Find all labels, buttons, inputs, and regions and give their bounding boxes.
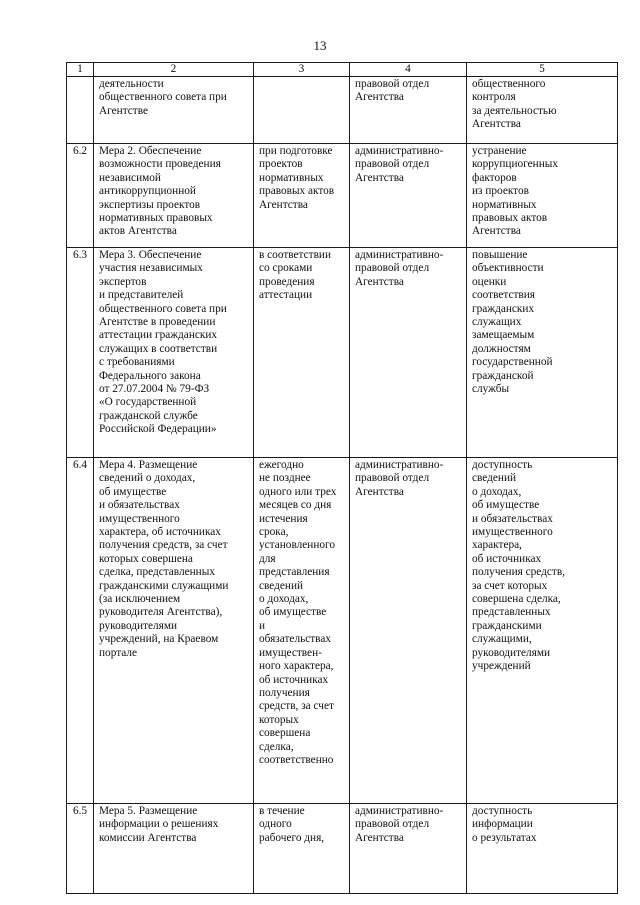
result-cell: доступность сведений о доходах, об имуществе и обязательствах имущественного характера, об источниках получения средств, за счет которых совершена сделка, представленных гражданскими служащими, руководителями учреждений bbox=[467, 458, 618, 804]
table-row bbox=[67, 77, 618, 144]
executor-cell: административно- правовой отдел Агентства bbox=[350, 458, 467, 804]
deadline-cell: ежегодно не позднее одного или трех месяцев со дня истечения срока, установленного для представления сведений о доходах, об имуществе и обязательствах имуществен- ного характера, об источниках получения средств, за счет которых совершена сделка, соответственно bbox=[254, 458, 350, 804]
column-header-5: 5 bbox=[467, 63, 618, 77]
column-header-4: 4 bbox=[350, 63, 467, 77]
row-number: 6.5 bbox=[67, 804, 94, 894]
result-cell: доступность информации о результатах bbox=[467, 804, 618, 894]
deadline-cell: при подготовке проектов нормативных правовых актов Агентства bbox=[254, 144, 350, 248]
column-header-2: 2 bbox=[94, 63, 254, 77]
table-row bbox=[67, 458, 618, 804]
row-number: 6.3 bbox=[67, 248, 94, 458]
executor-cell: административно- правовой отдел Агентства bbox=[350, 144, 467, 248]
row-number: 6.2 bbox=[67, 144, 94, 248]
table-row bbox=[67, 248, 618, 458]
measure-cell: Мера 5. Размещение информации о решениях комиссии Агентства bbox=[94, 804, 254, 894]
table-header-row bbox=[67, 63, 618, 77]
column-header-1: 1 bbox=[67, 63, 94, 77]
measure-cell: Мера 3. Обеспечение участия независимых экспертов и представителей общественного совета при Агентстве в проведении аттестации гражданских служащих в соответстви с требованиями Федерального закона от 27.07.2004 № 79-ФЗ «О государственной гражданской службе Российской Федерации» bbox=[94, 248, 254, 458]
table-row bbox=[67, 804, 618, 894]
table-row bbox=[67, 144, 618, 248]
column-header-3: 3 bbox=[254, 63, 350, 77]
executor-cell: административно- правовой отдел Агентства bbox=[350, 248, 467, 458]
executor-cell: административно- правовой отдел Агентства bbox=[350, 804, 467, 894]
row-number bbox=[67, 77, 94, 144]
executor-cell: правовой отдел Агентства bbox=[350, 77, 467, 144]
result-cell: общественного контроля за деятельностью Агентства bbox=[467, 77, 618, 144]
measure-cell: Мера 2. Обеспечение возможности проведения независимой антикоррупционной экспертизы проектов нормативных правовых актов Агентства bbox=[94, 144, 254, 248]
deadline-cell: в соответствии со сроками проведения аттестации bbox=[254, 248, 350, 458]
measure-cell: Мера 4. Размещение сведений о доходах, об имуществе и обязательствах имущественного характера, об источниках получения средств, за счет которых совершена сделка, представленных гражданскими служащими (за исключением руководителя Агентства), руководителями учреждений, на Краевом портале bbox=[94, 458, 254, 804]
result-cell: устранение коррупциогенных факторов из проектов нормативных правовых актов Агентства bbox=[467, 144, 618, 248]
page-number: 13 bbox=[313, 38, 327, 53]
deadline-cell bbox=[254, 77, 350, 144]
row-number: 6.4 bbox=[67, 458, 94, 804]
measures-table bbox=[66, 62, 618, 894]
deadline-cell: в течение одного рабочего дня, bbox=[254, 804, 350, 894]
result-cell: повышение объективности оценки соответствия гражданских служащих замещаемым должностям государственной гражданской службы bbox=[467, 248, 618, 458]
measure-cell: деятельности общественного совета при Агентстве bbox=[94, 77, 254, 144]
